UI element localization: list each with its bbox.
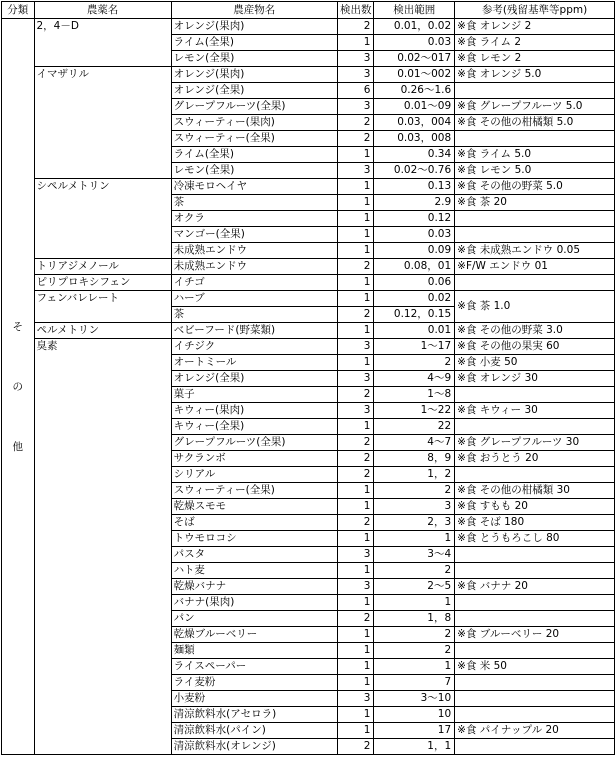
range-cell: 0.01 [374,323,455,339]
product-cell: スウィーティー(果肉) [171,115,337,131]
count-cell: 2 [337,115,374,131]
range-cell: 0.02～0.76 [374,163,455,179]
range-cell: 1，8 [374,611,455,627]
reference-cell: ※食 キウィー 30 [455,403,615,419]
product-cell: そば [171,515,337,531]
count-cell: 2 [337,467,374,483]
reference-cell [455,419,615,435]
range-cell: 0.34 [374,147,455,163]
table-row [2,179,615,195]
reference-cell: ※食 すもも 20 [455,499,615,515]
count-cell: 1 [337,675,374,691]
range-cell: 1～17 [374,339,455,355]
product-cell: スウィーティー(全果) [171,131,337,147]
table-row [2,19,615,35]
reference-cell [455,467,615,483]
count-cell: 1 [337,227,374,243]
count-cell: 1 [337,275,374,291]
pesticide-cell: シペルメトリン [34,179,171,259]
count-cell: 2 [337,739,374,755]
range-cell: 22 [374,419,455,435]
range-cell: 0.01～002 [374,67,455,83]
product-cell: ハト麦 [171,563,337,579]
product-cell: 清涼飲料水(オレンジ) [171,739,337,755]
range-cell: 0.03 [374,227,455,243]
range-cell: 0.03 [374,35,455,51]
reference-cell: ※食 バナナ 20 [455,579,615,595]
range-cell: 0.12 [374,211,455,227]
product-cell: 清涼飲料水(アセロラ) [171,707,337,723]
product-cell: オレンジ(全果) [171,83,337,99]
range-cell: 1，2 [374,467,455,483]
reference-cell: ※食 グレープフルーツ 5.0 [455,99,615,115]
header-pesticide: 農薬名 [34,2,171,19]
count-cell: 3 [337,67,374,83]
range-cell: 2 [374,563,455,579]
range-cell: 0.12，0.15 [374,307,455,323]
count-cell: 1 [337,179,374,195]
header-reference: 参考(残留基準等ppm) [455,2,615,19]
reference-cell: ※食 その他の野菜 5.0 [455,179,615,195]
reference-cell: ※食 その他の果実 60 [455,339,615,355]
reference-cell [455,595,615,611]
reference-cell: ※食 未成熟エンドウ 0.05 [455,243,615,259]
product-cell: ライム(全果) [171,35,337,51]
reference-cell: ※食 ブルーベリー 20 [455,627,615,643]
reference-cell: ※食 小麦 50 [455,355,615,371]
reference-cell: ※食 オレンジ 30 [455,371,615,387]
reference-cell: ※食 ライム 2 [455,35,615,51]
reference-cell [455,131,615,147]
product-cell: 菓子 [171,387,337,403]
product-cell: 冷凍モロヘイヤ [171,179,337,195]
product-cell: マンゴー(全果) [171,227,337,243]
range-cell: 8，9 [374,451,455,467]
reference-cell [455,643,615,659]
category-char: そ [12,320,23,333]
count-cell: 2 [337,611,374,627]
product-cell: パスタ [171,547,337,563]
product-cell: 茶 [171,195,337,211]
reference-cell: ※食 その他の野菜 3.0 [455,323,615,339]
range-cell: 2 [374,643,455,659]
reference-cell [455,739,615,755]
table-row [2,339,615,355]
product-cell: グレープフルーツ(全果) [171,435,337,451]
reference-cell [455,611,615,627]
product-cell: オレンジ(果肉) [171,19,337,35]
header-product: 農産物名 [171,2,337,19]
count-cell: 6 [337,83,374,99]
reference-cell [455,563,615,579]
count-cell: 2 [337,515,374,531]
range-cell: 1～22 [374,403,455,419]
range-cell: 7 [374,675,455,691]
reference-cell [455,211,615,227]
range-cell: 3 [374,499,455,515]
reference-cell [455,83,615,99]
count-cell: 1 [337,563,374,579]
range-cell: 0.03，004 [374,115,455,131]
pesticide-cell: ピリプロキシフェン [34,275,171,291]
range-cell: 2 [374,355,455,371]
count-cell: 2 [337,387,374,403]
product-cell: キウィー(全果) [171,419,337,435]
count-cell: 3 [337,163,374,179]
range-cell: 2.9 [374,195,455,211]
count-cell: 2 [337,131,374,147]
product-cell: イチジク [171,339,337,355]
reference-cell [455,707,615,723]
range-cell: 4～9 [374,371,455,387]
count-cell: 3 [337,691,374,707]
count-cell: 1 [337,627,374,643]
product-cell: 茶 [171,307,337,323]
product-cell: オクラ [171,211,337,227]
reference-cell: ※食 オレンジ 5.0 [455,67,615,83]
count-cell: 1 [337,355,374,371]
range-cell: 2 [374,627,455,643]
count-cell: 3 [337,371,374,387]
table-row [2,67,615,83]
product-cell: 乾燥スモモ [171,499,337,515]
range-cell: 2～5 [374,579,455,595]
count-cell: 3 [337,547,374,563]
range-cell: 1 [374,595,455,611]
product-cell: バナナ(果肉) [171,595,337,611]
product-cell: 乾燥ブルーベリー [171,627,337,643]
range-cell: 1，1 [374,739,455,755]
reference-cell: ※食 米 50 [455,659,615,675]
pesticide-cell: ペルメトリン [34,323,171,339]
count-cell: 1 [337,531,374,547]
reference-cell: ※食 とうもろこし 80 [455,531,615,547]
reference-cell [455,675,615,691]
reference-cell: ※食 レモン 2 [455,51,615,67]
count-cell: 1 [337,499,374,515]
range-cell: 0.01，0.02 [374,19,455,35]
reference-cell [455,387,615,403]
reference-cell: ※食 その他の柑橘類 5.0 [455,115,615,131]
reference-cell: ※食 グレープフルーツ 30 [455,435,615,451]
product-cell: 小麦粉 [171,691,337,707]
range-cell: 0.09 [374,243,455,259]
count-cell: 1 [337,419,374,435]
product-cell: パン [171,611,337,627]
reference-cell: ※食 おうとう 20 [455,451,615,467]
residue-table [1,1,615,755]
product-cell: オレンジ(全果) [171,371,337,387]
product-cell: グレープフルーツ(全果) [171,99,337,115]
range-cell: 10 [374,707,455,723]
header-category: 分類 [2,2,35,19]
table-row [2,323,615,339]
category-char: の [12,380,23,393]
range-cell: 1 [374,531,455,547]
product-cell: オートミール [171,355,337,371]
product-cell: ライ麦粉 [171,675,337,691]
count-cell: 1 [337,147,374,163]
header-range: 検出範囲 [374,2,455,19]
count-cell: 3 [337,51,374,67]
product-cell: トウモロコシ [171,531,337,547]
count-cell: 2 [337,307,374,323]
product-cell: レモン(全果) [171,51,337,67]
product-cell: キウィー(果肉) [171,403,337,419]
count-cell: 1 [337,483,374,499]
count-cell: 3 [337,403,374,419]
range-cell: 17 [374,723,455,739]
count-cell: 1 [337,291,374,307]
count-cell: 1 [337,643,374,659]
product-cell: サクランボ [171,451,337,467]
range-cell: 3～4 [374,547,455,563]
count-cell: 1 [337,211,374,227]
range-cell: 0.02～017 [374,51,455,67]
range-cell: 0.01～09 [374,99,455,115]
header-count: 検出数 [337,2,374,19]
count-cell: 2 [337,435,374,451]
count-cell: 3 [337,579,374,595]
range-cell: 0.08，01 [374,259,455,275]
count-cell: 1 [337,243,374,259]
reference-cell: ※食 そば 180 [455,515,615,531]
reference-cell [455,547,615,563]
range-cell: 2，3 [374,515,455,531]
product-cell: イチゴ [171,275,337,291]
table-row [2,259,615,275]
table-row [2,291,615,307]
product-cell: 清涼飲料水(パイン) [171,723,337,739]
range-cell: 3～10 [374,691,455,707]
reference-cell: ※食 その他の柑橘類 30 [455,483,615,499]
count-cell: 1 [337,35,374,51]
product-cell: 麺類 [171,643,337,659]
count-cell: 1 [337,595,374,611]
count-cell: 1 [337,707,374,723]
product-cell: 乾燥バナナ [171,579,337,595]
product-cell: ベビーフード(野菜類) [171,323,337,339]
pesticide-cell: イマザリル [34,67,171,179]
pesticide-cell: 臭素 [34,339,171,755]
count-cell: 3 [337,99,374,115]
table-row [2,275,615,291]
product-cell: ライム(全果) [171,147,337,163]
range-cell: 0.03，008 [374,131,455,147]
count-cell: 1 [337,723,374,739]
category-cell [2,19,35,755]
range-cell: 0.26～1.6 [374,83,455,99]
product-cell: 未成熟エンドウ [171,259,337,275]
product-cell: ハーブ [171,291,337,307]
reference-cell: ※食 茶 1.0 [455,291,615,323]
pesticide-cell: フェンバレレート [34,291,171,323]
header-row [2,2,615,19]
range-cell: 0.13 [374,179,455,195]
reference-cell [455,227,615,243]
reference-cell: ※F/W エンドウ 01 [455,259,615,275]
product-cell: ライスペーパー [171,659,337,675]
range-cell: 2 [374,483,455,499]
count-cell: 1 [337,323,374,339]
category-char: 他 [12,440,23,453]
count-cell: 2 [337,19,374,35]
table-body [2,19,615,755]
count-cell: 2 [337,259,374,275]
product-cell: 未成熟エンドウ [171,243,337,259]
reference-cell: ※食 オレンジ 2 [455,19,615,35]
range-cell: 1～8 [374,387,455,403]
count-cell: 1 [337,195,374,211]
product-cell: レモン(全果) [171,163,337,179]
count-cell: 1 [337,659,374,675]
product-cell: スウィーティー(全果) [171,483,337,499]
range-cell: 0.06 [374,275,455,291]
count-cell: 2 [337,451,374,467]
reference-cell: ※食 ライム 5.0 [455,147,615,163]
reference-cell: ※食 レモン 5.0 [455,163,615,179]
product-cell: オレンジ(果肉) [171,67,337,83]
pesticide-cell: 2，4－D [34,19,171,67]
reference-cell: ※食 茶 20 [455,195,615,211]
reference-cell [455,691,615,707]
range-cell: 0.02 [374,291,455,307]
range-cell: 4～7 [374,435,455,451]
count-cell: 3 [337,339,374,355]
range-cell: 1 [374,659,455,675]
reference-cell: ※食 パイナップル 20 [455,723,615,739]
product-cell: シリアル [171,467,337,483]
pesticide-cell: トリアジメノール [34,259,171,275]
reference-cell [455,275,615,291]
